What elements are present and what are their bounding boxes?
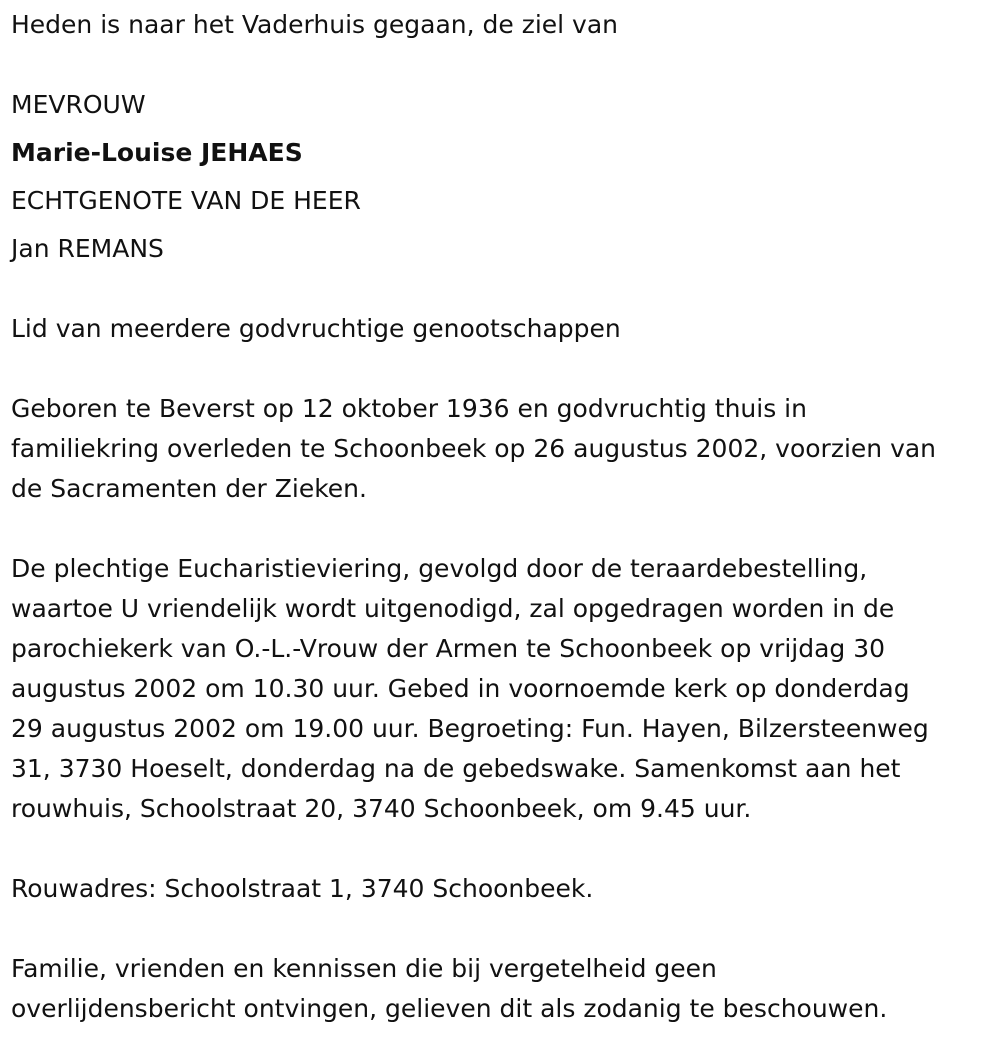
deceased-name: Marie-Louise JEHAES	[11, 138, 303, 167]
ceremony-line: waartoe U vriendelijk wordt uitgenodigd, zal opgedragen worden in de	[11, 594, 895, 623]
birth-line: Geboren te Beverst op 12 oktober 1936 en godvruchtig thuis in	[11, 394, 807, 423]
spouse-name: Jan REMANS	[11, 234, 164, 263]
birth-line: familiekring overleden te Schoonbeek op 26 augustus 2002, voorzien van	[11, 434, 937, 463]
ceremony-line: augustus 2002 om 10.30 uur. Gebed in voornoemde kerk op donderdag	[11, 674, 910, 703]
intro-line: Heden is naar het Vaderhuis gegaan, de ziel van	[11, 10, 618, 39]
ceremony-line: parochiekerk van O.-L.-Vrouw der Armen te Schoonbeek op vrijdag 30	[11, 634, 886, 663]
ceremony-line: 29 augustus 2002 om 19.00 uur. Begroeting: Fun. Hayen, Bilzersteenweg	[11, 714, 929, 743]
ceremony-line: rouwhuis, Schoolstraat 20, 3740 Schoonbeek, om 9.45 uur.	[11, 794, 752, 823]
ceremony-line: De plechtige Eucharistieviering, gevolgd door de teraardebestelling,	[11, 554, 868, 583]
title-line: MEVROUW	[11, 90, 146, 119]
mourning-address: Rouwadres: Schoolstraat 1, 3740 Schoonbeek.	[11, 874, 594, 903]
closing-line: Familie, vrienden en kennissen die bij vergetelheid geen	[11, 954, 717, 983]
closing-line: overlijdensbericht ontvingen, gelieven dit als zodanig te beschouwen.	[11, 994, 888, 1023]
ceremony-line: 31, 3730 Hoeselt, donderdag na de gebedswake. Samenkomst aan het	[11, 754, 901, 783]
membership-line: Lid van meerdere godvruchtige genootschappen	[11, 314, 621, 343]
birth-line: de Sacramenten der Zieken.	[11, 474, 367, 503]
spouse-label: ECHTGENOTE VAN DE HEER	[11, 186, 361, 215]
